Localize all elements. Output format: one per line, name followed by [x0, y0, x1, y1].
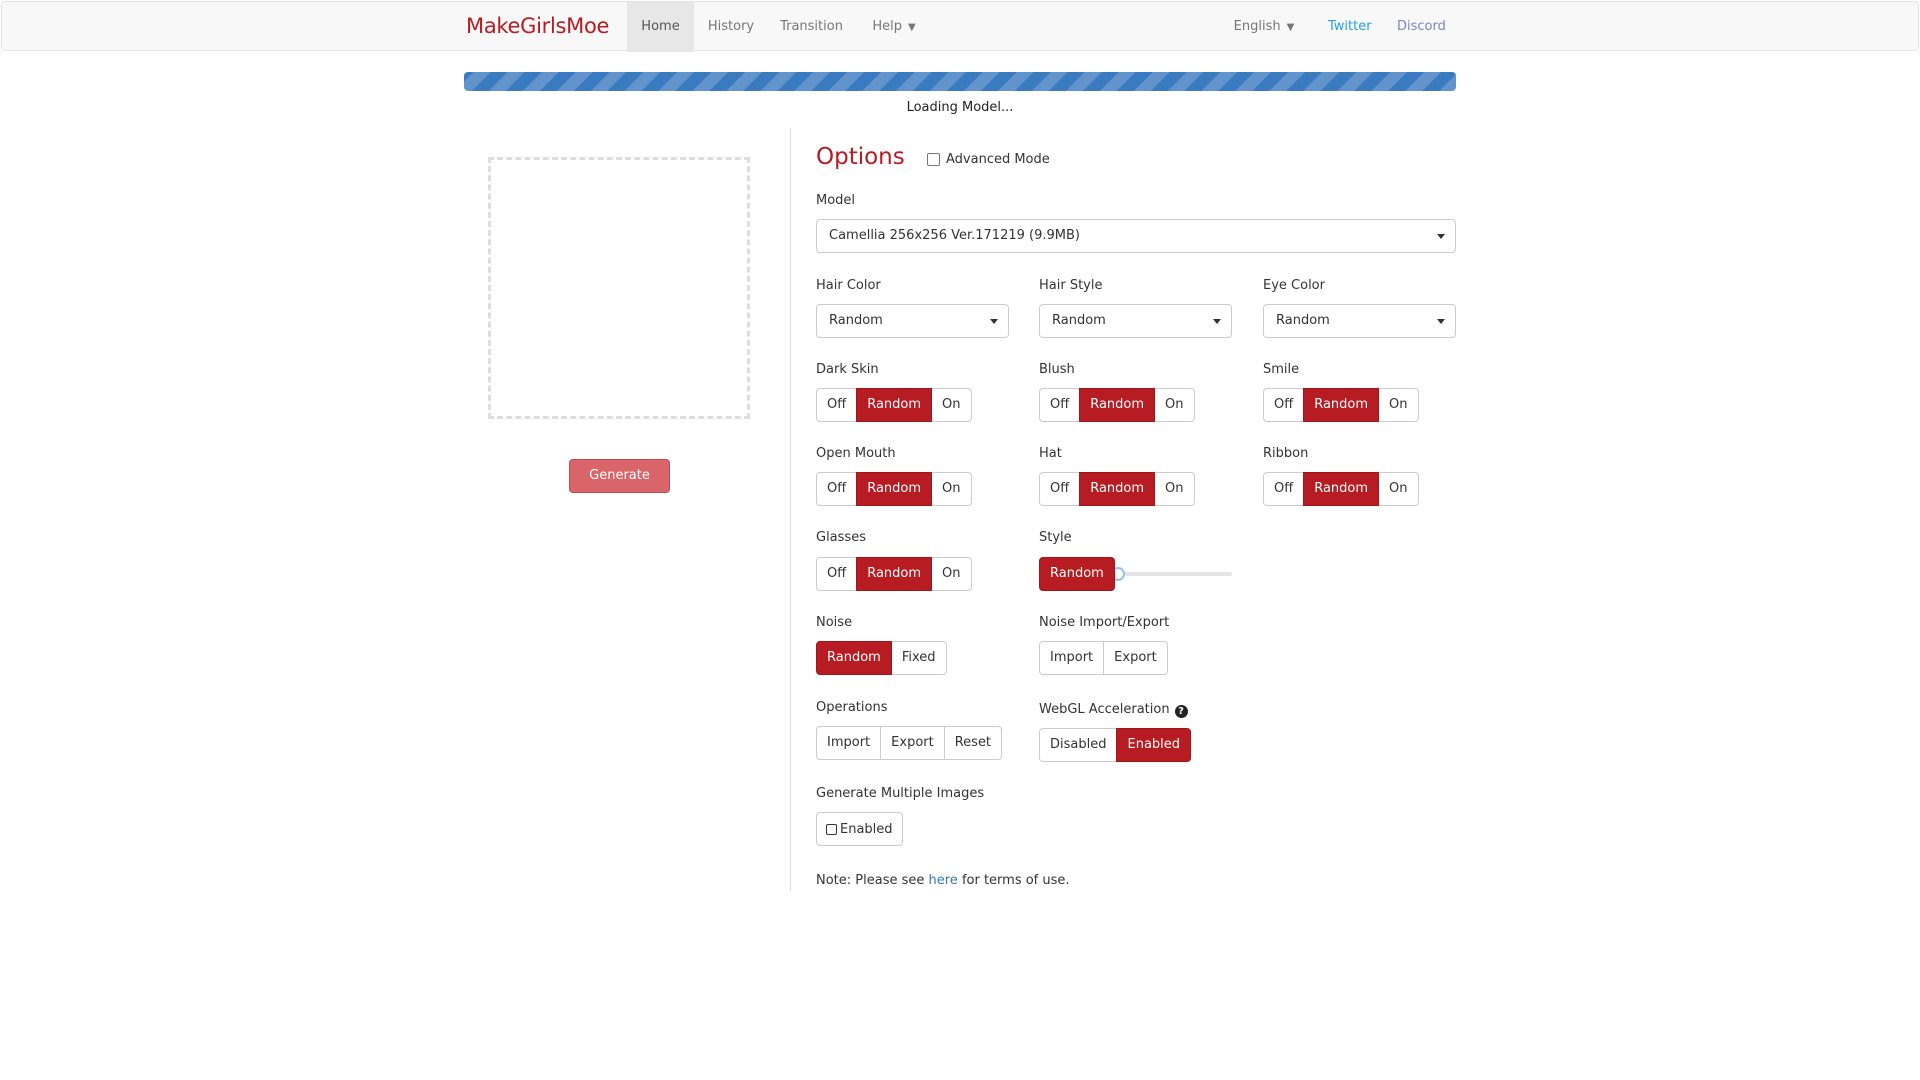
- hair-color-label: Hair Color: [816, 278, 881, 293]
- noise-fixed[interactable]: Fixed: [891, 641, 947, 675]
- language-dropdown[interactable]: [1226, 2, 1302, 52]
- brand-logo[interactable]: MakeGirlsMoe: [466, 14, 610, 38]
- caret-down-icon: ▼: [907, 22, 916, 33]
- hat-off[interactable]: Off: [1039, 472, 1080, 506]
- advanced-mode-checkbox[interactable]: [927, 153, 940, 166]
- nav-home[interactable]: Home: [627, 2, 694, 52]
- smile-off[interactable]: Off: [1263, 388, 1304, 422]
- multi-images-toggle[interactable]: [816, 812, 903, 846]
- noise-random[interactable]: Random: [816, 641, 892, 675]
- column-divider: [790, 128, 791, 891]
- blush-label: Blush: [1039, 362, 1075, 377]
- noise-io-group: [1039, 641, 1168, 675]
- style-slider-track[interactable]: [1118, 572, 1232, 576]
- noise-import-button[interactable]: Import: [1039, 641, 1104, 675]
- webgl-enabled-button[interactable]: Enabled: [1116, 728, 1191, 762]
- operations-label: Operations: [816, 700, 888, 715]
- model-label: Model: [816, 193, 856, 208]
- dropdown-arrow-icon: [1437, 234, 1445, 239]
- eye-color-select[interactable]: [1263, 304, 1456, 338]
- noise-export-button[interactable]: Export: [1103, 641, 1168, 675]
- generate-button[interactable]: Generate: [569, 459, 670, 493]
- nav-transition[interactable]: Transition: [780, 19, 843, 34]
- smile-group: [1263, 388, 1419, 422]
- ribbon-random[interactable]: Random: [1303, 472, 1379, 506]
- model-select-value: Camellia 256x256 Ver.171219 (9.9MB): [829, 228, 1080, 243]
- operations-group: [816, 726, 1002, 760]
- note-prefix: Note: Please see: [816, 873, 929, 888]
- dropdown-arrow-icon: [1213, 319, 1221, 324]
- open-mouth-on[interactable]: On: [931, 472, 971, 506]
- caret-down-icon: ▼: [1286, 22, 1295, 33]
- blush-off[interactable]: Off: [1039, 388, 1080, 422]
- webgl-label: [1039, 702, 1188, 718]
- loading-progress-bar: [464, 72, 1456, 91]
- multi-images-checkbox[interactable]: [826, 824, 837, 835]
- webgl-label-text: WebGL Acceleration: [1039, 702, 1170, 717]
- blush-on[interactable]: On: [1154, 388, 1194, 422]
- blush-random[interactable]: Random: [1079, 388, 1155, 422]
- glasses-group: [816, 557, 972, 591]
- twitter-link[interactable]: Twitter: [1328, 19, 1372, 34]
- hair-color-select[interactable]: [816, 304, 1009, 338]
- hair-style-value: Random: [1052, 313, 1106, 328]
- terms-note: [816, 873, 1070, 888]
- dark-skin-random[interactable]: Random: [856, 388, 932, 422]
- language-label: English: [1233, 19, 1281, 34]
- dark-skin-on[interactable]: On: [931, 388, 971, 422]
- glasses-random[interactable]: Random: [856, 557, 932, 591]
- open-mouth-random[interactable]: Random: [856, 472, 932, 506]
- style-label: Style: [1039, 530, 1072, 545]
- open-mouth-group: [816, 472, 972, 506]
- discord-link[interactable]: Discord: [1397, 19, 1446, 34]
- hair-style-select[interactable]: [1039, 304, 1232, 338]
- style-random-button[interactable]: Random: [1039, 557, 1115, 591]
- webgl-group: [1039, 728, 1191, 762]
- hair-color-value: Random: [829, 313, 883, 328]
- smile-on[interactable]: On: [1378, 388, 1418, 422]
- webgl-disabled-button[interactable]: Disabled: [1039, 728, 1117, 762]
- smile-random[interactable]: Random: [1303, 388, 1379, 422]
- operations-export-button[interactable]: Export: [880, 726, 945, 760]
- multi-images-label: Generate Multiple Images: [816, 786, 985, 801]
- ribbon-label: Ribbon: [1263, 446, 1309, 461]
- dark-skin-group: [816, 388, 972, 422]
- dark-skin-label: Dark Skin: [816, 362, 879, 377]
- terms-link[interactable]: here: [928, 873, 958, 888]
- question-circle-icon[interactable]: ?: [1175, 705, 1188, 718]
- image-canvas: [488, 157, 750, 419]
- glasses-off[interactable]: Off: [816, 557, 857, 591]
- dropdown-arrow-icon: [1437, 319, 1445, 324]
- noise-io-label: Noise Import/Export: [1039, 615, 1170, 630]
- hair-style-label: Hair Style: [1039, 278, 1103, 293]
- nav-help-label: Help: [872, 19, 902, 34]
- hat-random[interactable]: Random: [1079, 472, 1155, 506]
- multi-images-button-label: Enabled: [840, 821, 893, 837]
- open-mouth-off[interactable]: Off: [816, 472, 857, 506]
- ribbon-off[interactable]: Off: [1263, 472, 1304, 506]
- noise-label: Noise: [816, 615, 853, 630]
- hat-group: [1039, 472, 1195, 506]
- glasses-label: Glasses: [816, 530, 866, 545]
- hat-on[interactable]: On: [1154, 472, 1194, 506]
- operations-import-button[interactable]: Import: [816, 726, 881, 760]
- note-suffix: for terms of use.: [957, 873, 1070, 888]
- operations-reset-button[interactable]: Reset: [944, 726, 1002, 760]
- nav-help[interactable]: [855, 2, 933, 52]
- ribbon-on[interactable]: On: [1378, 472, 1418, 506]
- dark-skin-off[interactable]: Off: [816, 388, 857, 422]
- noise-group: [816, 641, 947, 675]
- options-title: Options: [816, 144, 905, 170]
- open-mouth-label: Open Mouth: [816, 446, 896, 461]
- glasses-on[interactable]: On: [931, 557, 971, 591]
- advanced-mode-toggle[interactable]: [927, 152, 1050, 167]
- hat-label: Hat: [1039, 446, 1062, 461]
- style-group: [1039, 557, 1115, 591]
- loading-status: Loading Model...: [906, 100, 1014, 115]
- model-select[interactable]: [816, 219, 1456, 253]
- eye-color-label: Eye Color: [1263, 278, 1325, 293]
- eye-color-value: Random: [1276, 313, 1330, 328]
- dropdown-arrow-icon: [990, 319, 998, 324]
- smile-label: Smile: [1263, 362, 1300, 377]
- nav-history[interactable]: History: [707, 19, 755, 34]
- navbar: [1, 1, 1919, 51]
- ribbon-group: [1263, 472, 1419, 506]
- blush-group: [1039, 388, 1195, 422]
- advanced-mode-label: Advanced Mode: [946, 152, 1050, 167]
